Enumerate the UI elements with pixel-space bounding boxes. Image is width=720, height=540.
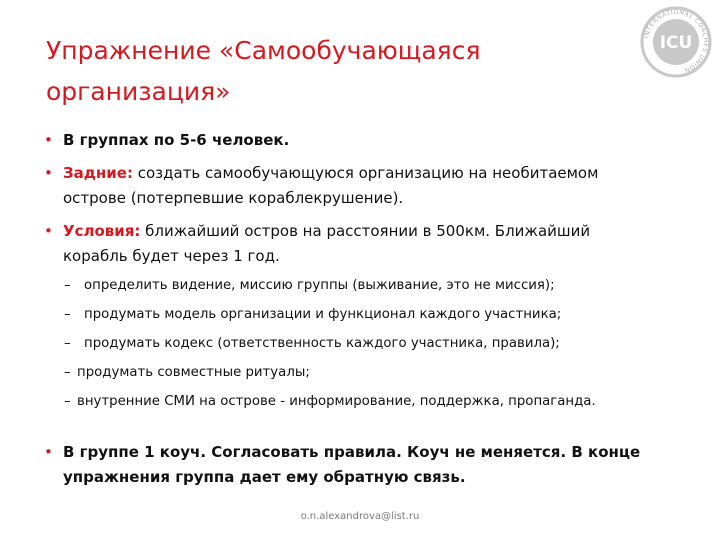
sub-item [44,271,694,300]
slide-title [46,30,606,112]
footer-email: o.n.alexandrova@list.ru [300,511,420,522]
bullet-item [44,161,694,211]
title-line-2: организация» [46,77,231,106]
bullet-label: Условия: [63,222,141,240]
title-line-1: Упражнение «Самообучающаяся [46,36,481,65]
bullet-label: Задние: [63,164,133,182]
bullet-item [44,219,694,269]
bullet-text: упражнения группа дает ему обратную связь. [63,468,466,486]
bullet-marker: • [44,131,53,149]
bullet-item [44,440,694,490]
icu-logo [640,6,712,78]
sub-item-text: продумать кодекс (ответственность каждого участника, правила); [84,336,560,351]
logo-ring-text: INTERNATIONAL COACHES UNION [643,8,710,74]
bullet-text: В группе 1 коуч. Согласовать правила. Коуч не меняется. В конце [63,443,641,461]
dash-marker: – [64,278,71,293]
sub-item-text: внутренние СМИ на острове - информирование, поддержка, пропаганда. [77,394,596,409]
sub-item [44,387,694,416]
bullet-marker: • [44,164,53,182]
bullet-text: корабль будет через 1 год. [63,247,280,265]
dash-marker: – [64,365,71,380]
dash-marker: – [64,307,71,322]
sub-item-text: продумать совместные ритуалы; [77,365,310,380]
bullet-list [44,128,694,490]
sub-item [44,329,694,358]
bullet-item [44,128,694,153]
bullet-text: ближайший остров на расстоянии в 500км. Ближайший [145,222,591,240]
sub-item [44,300,694,329]
bullet-text: острове (потерпевшие кораблекрушение). [63,189,404,207]
bullet-text: создать самообучающуюся организацию на необитаемом [137,164,599,182]
dash-marker: – [64,336,71,351]
sub-item [44,358,694,387]
bullet-text: В группах по 5-6 человек. [63,131,290,149]
sub-item-text: продумать модель организации и функционал каждого участника; [84,307,562,322]
bullet-marker: • [44,443,53,461]
logo-text: ICU [659,33,693,53]
dash-marker: – [64,394,71,409]
sub-list [44,271,694,416]
sub-item-text: определить видение, миссию группы (выживание, это не миссия); [84,278,555,293]
bullet-marker: • [44,222,53,240]
